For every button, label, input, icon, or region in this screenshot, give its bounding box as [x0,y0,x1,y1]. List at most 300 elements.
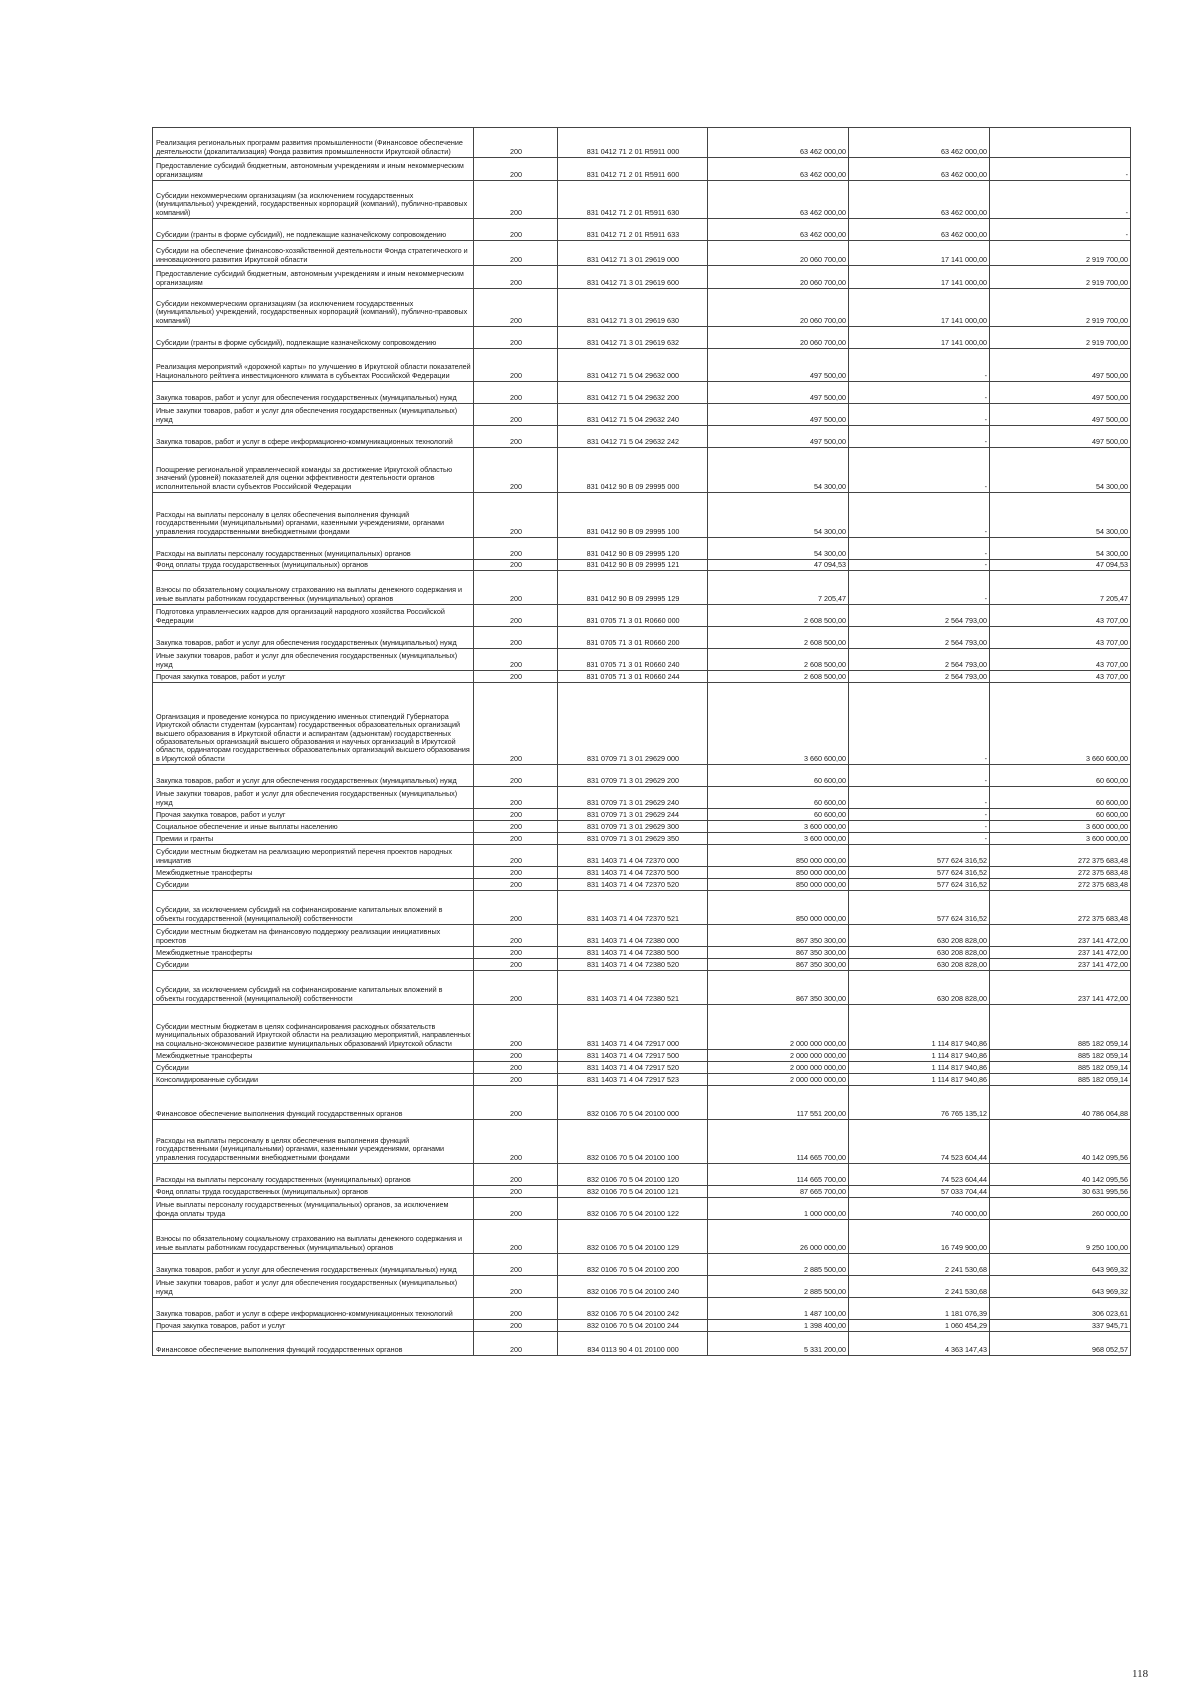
row-executed-amount: 76 765 135,12 [849,1086,990,1120]
row-code: 200 [474,571,558,605]
row-code: 200 [474,1186,558,1198]
row-code: 200 [474,1332,558,1356]
row-name: Субсидии (гранты в форме субсидий), подлежащие казначейскому сопровождению [153,327,474,349]
row-executed-amount: - [849,571,990,605]
row-remaining-amount: 3 600 000,00 [990,821,1131,833]
row-remaining-amount: 43 707,00 [990,627,1131,649]
table-row [153,493,1131,538]
row-plan-amount: 7 205,47 [708,571,849,605]
row-name: Расходы на выплаты персоналу государственных (муниципальных) органов [153,1164,474,1186]
row-plan-amount: 2 000 000 000,00 [708,1050,849,1062]
row-executed-amount: - [849,448,990,493]
row-kbk: 831 0412 71 2 01 R5911 600 [558,158,708,181]
row-kbk: 832 0106 70 5 04 20100 240 [558,1276,708,1298]
row-executed-amount: 2 564 793,00 [849,649,990,671]
row-name: Прочая закупка товаров, работ и услуг [153,809,474,821]
row-plan-amount: 2 885 500,00 [708,1254,849,1276]
row-plan-amount: 2 000 000 000,00 [708,1074,849,1086]
row-plan-amount: 114 665 700,00 [708,1164,849,1186]
table-row [153,1254,1131,1276]
row-remaining-amount: 9 250 100,00 [990,1220,1131,1254]
row-kbk: 831 0412 71 3 01 29619 600 [558,266,708,289]
row-code: 200 [474,671,558,683]
table-row [153,241,1131,266]
row-name: Расходы на выплаты персоналу государственных (муниципальных) органов [153,538,474,560]
row-name: Предоставление субсидий бюджетным, автономным учреждениям и иным некоммерческим организациям [153,266,474,289]
row-kbk: 831 0709 71 3 01 29629 300 [558,821,708,833]
row-plan-amount: 2 608 500,00 [708,671,849,683]
row-name: Поощрение региональной управленческой команды за достижение Иркутской областью значений (уровней) показателей для оценки эффективности деятельности органов исполнительной власти субъектов Российской Федерации [153,448,474,493]
row-kbk: 831 1403 71 4 04 72917 523 [558,1074,708,1086]
row-kbk: 831 0412 90 В 09 29995 129 [558,571,708,605]
row-kbk: 832 0106 70 5 04 20100 000 [558,1086,708,1120]
row-remaining-amount: 497 500,00 [990,404,1131,426]
table-row [153,971,1131,1005]
row-plan-amount: 850 000 000,00 [708,891,849,925]
row-kbk: 831 1403 71 4 04 72370 521 [558,891,708,925]
row-remaining-amount: 43 707,00 [990,649,1131,671]
table-row [153,538,1131,560]
row-kbk: 832 0106 70 5 04 20100 200 [558,1254,708,1276]
row-remaining-amount: 2 919 700,00 [990,327,1131,349]
row-kbk: 832 0106 70 5 04 20100 242 [558,1298,708,1320]
row-remaining-amount: 54 300,00 [990,493,1131,538]
row-name: Финансовое обеспечение выполнения функций государственных органов [153,1086,474,1120]
row-remaining-amount: 497 500,00 [990,426,1131,448]
row-plan-amount: 5 331 200,00 [708,1332,849,1356]
row-code: 200 [474,879,558,891]
row-executed-amount: - [849,765,990,787]
row-kbk: 831 0709 71 3 01 29629 350 [558,833,708,845]
row-code: 200 [474,1086,558,1120]
row-kbk: 831 0412 71 5 04 29632 000 [558,349,708,382]
row-remaining-amount: 60 600,00 [990,765,1131,787]
row-plan-amount: 20 060 700,00 [708,241,849,266]
row-name: Субсидии [153,1062,474,1074]
row-code: 200 [474,266,558,289]
row-kbk: 831 0709 71 3 01 29629 200 [558,765,708,787]
row-executed-amount: 1 181 076,39 [849,1298,990,1320]
row-executed-amount: 1 114 817 940,86 [849,1062,990,1074]
row-remaining-amount: 272 375 683,48 [990,845,1131,867]
row-code: 200 [474,1254,558,1276]
row-kbk: 832 0106 70 5 04 20100 100 [558,1120,708,1164]
table-row [153,1062,1131,1074]
row-kbk: 831 0412 71 5 04 29632 242 [558,426,708,448]
row-name: Прочая закупка товаров, работ и услуг [153,1320,474,1332]
budget-execution-table [152,127,1131,1356]
row-executed-amount: 63 462 000,00 [849,181,990,219]
table-row [153,382,1131,404]
row-remaining-amount: 643 969,32 [990,1254,1131,1276]
table-row [153,1186,1131,1198]
row-code: 200 [474,1005,558,1050]
row-executed-amount: 1 114 817 940,86 [849,1050,990,1062]
row-name: Субсидии [153,959,474,971]
row-kbk: 831 0412 71 5 04 29632 200 [558,382,708,404]
row-executed-amount: - [849,404,990,426]
row-kbk: 831 1403 71 4 04 72917 520 [558,1062,708,1074]
row-plan-amount: 2 608 500,00 [708,627,849,649]
row-kbk: 831 0412 90 В 09 29995 000 [558,448,708,493]
row-code: 200 [474,845,558,867]
row-kbk: 831 0709 71 3 01 29629 244 [558,809,708,821]
row-kbk: 831 0412 71 3 01 29619 630 [558,289,708,327]
row-executed-amount: 2 241 530,68 [849,1276,990,1298]
table-row [153,1320,1131,1332]
row-name: Реализация мероприятий «дорожной карты» по улучшению в Иркутской области показателей Национального рейтинга инвестиционного климата в субъектах Российской Федерации [153,349,474,382]
row-remaining-amount: 54 300,00 [990,448,1131,493]
table-row [153,959,1131,971]
row-executed-amount: 630 208 828,00 [849,959,990,971]
row-plan-amount: 63 462 000,00 [708,219,849,241]
row-remaining-amount: 2 919 700,00 [990,289,1131,327]
row-name: Субсидии (гранты в форме субсидий), не подлежащие казначейскому сопровождению [153,219,474,241]
row-code: 200 [474,241,558,266]
row-remaining-amount: 60 600,00 [990,787,1131,809]
row-plan-amount: 1 000 000,00 [708,1198,849,1220]
row-remaining-amount: - [990,158,1131,181]
row-remaining-amount: 43 707,00 [990,671,1131,683]
row-code: 200 [474,787,558,809]
row-kbk: 831 0705 71 3 01 R0660 000 [558,605,708,627]
table-row [153,649,1131,671]
row-executed-amount: 74 523 604,44 [849,1120,990,1164]
row-kbk: 831 1403 71 4 04 72370 500 [558,867,708,879]
row-remaining-amount: 2 919 700,00 [990,266,1131,289]
table-row [153,1298,1131,1320]
row-plan-amount: 2 000 000 000,00 [708,1062,849,1074]
row-name: Прочая закупка товаров, работ и услуг [153,671,474,683]
row-remaining-amount: - [990,181,1131,219]
row-plan-amount: 1 487 100,00 [708,1298,849,1320]
row-kbk: 831 0412 90 В 09 29995 121 [558,560,708,571]
row-plan-amount: 2 000 000 000,00 [708,1005,849,1050]
row-plan-amount: 867 350 300,00 [708,959,849,971]
row-kbk: 831 0412 71 5 04 29632 240 [558,404,708,426]
table-row [153,448,1131,493]
page-number: 118 [1132,1668,1149,1680]
row-remaining-amount: 337 945,71 [990,1320,1131,1332]
row-executed-amount: 577 624 316,52 [849,845,990,867]
row-code: 200 [474,765,558,787]
row-plan-amount: 867 350 300,00 [708,925,849,947]
row-name: Финансовое обеспечение выполнения функций государственных органов [153,1332,474,1356]
row-code: 200 [474,971,558,1005]
row-code: 200 [474,1276,558,1298]
row-kbk: 831 1403 71 4 04 72380 500 [558,947,708,959]
table-row [153,821,1131,833]
row-name: Субсидии местным бюджетам на реализацию мероприятий перечня проектов народных инициатив [153,845,474,867]
row-name: Консолидированные субсидии [153,1074,474,1086]
row-plan-amount: 2 608 500,00 [708,649,849,671]
row-remaining-amount: 2 919 700,00 [990,241,1131,266]
row-executed-amount: 630 208 828,00 [849,971,990,1005]
row-executed-amount: 740 000,00 [849,1198,990,1220]
row-remaining-amount: 54 300,00 [990,538,1131,560]
table-row [153,426,1131,448]
row-executed-amount: 1 114 817 940,86 [849,1005,990,1050]
table-row [153,627,1131,649]
row-code: 200 [474,649,558,671]
row-remaining-amount: 885 182 059,14 [990,1062,1131,1074]
table-row [153,158,1131,181]
row-executed-amount: 2 241 530,68 [849,1254,990,1276]
table-row [153,947,1131,959]
row-plan-amount: 867 350 300,00 [708,947,849,959]
row-name: Субсидии некоммерческим организациям (за исключением государственных (муниципальных) учреждений, государственных корпораций (компаний), публично-правовых компаний) [153,289,474,327]
row-name: Подготовка управленческих кадров для организаций народного хозяйства Российской Федерации [153,605,474,627]
row-code: 200 [474,833,558,845]
row-kbk: 831 0412 71 2 01 R5911 633 [558,219,708,241]
row-code: 200 [474,821,558,833]
row-executed-amount: 17 141 000,00 [849,241,990,266]
row-remaining-amount: 3 660 600,00 [990,683,1131,765]
table-row [153,809,1131,821]
row-code: 200 [474,809,558,821]
row-name: Расходы на выплаты персоналу в целях обеспечения выполнения функций государственными (муниципальными) органами, казенными учреждениями, органами управления государственными внебюджетными фондами [153,1120,474,1164]
row-executed-amount: 4 363 147,43 [849,1332,990,1356]
row-name: Иные закупки товаров, работ и услуг для обеспечения государственных (муниципальных) нужд [153,1276,474,1298]
row-plan-amount: 114 665 700,00 [708,1120,849,1164]
table-row [153,571,1131,605]
row-executed-amount: 630 208 828,00 [849,947,990,959]
table-row [153,605,1131,627]
table-row [153,560,1131,571]
row-executed-amount: 577 624 316,52 [849,891,990,925]
table-row [153,683,1131,765]
table-row [153,845,1131,867]
row-code: 200 [474,683,558,765]
row-name: Закупка товаров, работ и услуг для обеспечения государственных (муниципальных) нужд [153,1254,474,1276]
table-row [153,1198,1131,1220]
row-code: 200 [474,382,558,404]
row-kbk: 831 0709 71 3 01 29629 240 [558,787,708,809]
row-name: Иные закупки товаров, работ и услуг для обеспечения государственных (муниципальных) нужд [153,649,474,671]
table-row [153,327,1131,349]
row-name: Социальное обеспечение и иные выплаты населению [153,821,474,833]
row-plan-amount: 47 094,53 [708,560,849,571]
row-plan-amount: 2 885 500,00 [708,1276,849,1298]
row-remaining-amount: 260 000,00 [990,1198,1131,1220]
table-row [153,1276,1131,1298]
table-row [153,671,1131,683]
row-executed-amount: - [849,683,990,765]
row-name: Закупка товаров, работ и услуг в сфере информационно-коммуникационных технологий [153,426,474,448]
table-row [153,181,1131,219]
row-executed-amount: 17 141 000,00 [849,289,990,327]
row-code: 200 [474,493,558,538]
row-kbk: 831 0412 71 3 01 29619 000 [558,241,708,266]
row-plan-amount: 1 398 400,00 [708,1320,849,1332]
row-remaining-amount: 497 500,00 [990,382,1131,404]
row-name: Субсидии, за исключением субсидий на софинансирование капитальных вложений в объекты государственной (муниципальной) собственности [153,971,474,1005]
row-remaining-amount: 272 375 683,48 [990,879,1131,891]
row-kbk: 831 0412 71 3 01 29619 632 [558,327,708,349]
row-executed-amount: - [849,560,990,571]
row-kbk: 832 0106 70 5 04 20100 129 [558,1220,708,1254]
row-plan-amount: 3 600 000,00 [708,821,849,833]
table-row [153,128,1131,158]
row-name: Реализация региональных программ развития промышленности (Финансовое обеспечение деятельности (докапитализация) Фонда развития промышленности Иркутской области) [153,128,474,158]
row-executed-amount: 2 564 793,00 [849,627,990,649]
row-kbk: 832 0106 70 5 04 20100 244 [558,1320,708,1332]
row-name: Межбюджетные трансферты [153,867,474,879]
row-code: 200 [474,1298,558,1320]
row-remaining-amount: 643 969,32 [990,1276,1131,1298]
row-name: Субсидии, за исключением субсидий на софинансирование капитальных вложений в объекты государственной (муниципальной) собственности [153,891,474,925]
row-code: 200 [474,627,558,649]
table-body [153,128,1131,1356]
row-executed-amount: 1 060 454,29 [849,1320,990,1332]
row-plan-amount: 2 608 500,00 [708,605,849,627]
row-executed-amount: 577 624 316,52 [849,867,990,879]
row-name: Иные закупки товаров, работ и услуг для обеспечения государственных (муниципальных) нужд [153,404,474,426]
row-executed-amount: 63 462 000,00 [849,128,990,158]
row-remaining-amount: 3 600 000,00 [990,833,1131,845]
row-code: 200 [474,891,558,925]
row-name: Межбюджетные трансферты [153,1050,474,1062]
row-executed-amount: 16 749 900,00 [849,1220,990,1254]
row-remaining-amount: 272 375 683,48 [990,867,1131,879]
table-row [153,1086,1131,1120]
row-executed-amount: - [849,382,990,404]
row-kbk: 831 0412 90 В 09 29995 100 [558,493,708,538]
row-executed-amount: 630 208 828,00 [849,925,990,947]
row-remaining-amount: 237 141 472,00 [990,947,1131,959]
row-kbk: 831 0705 71 3 01 R0660 200 [558,627,708,649]
row-remaining-amount: 237 141 472,00 [990,925,1131,947]
row-remaining-amount: 968 052,57 [990,1332,1131,1356]
row-executed-amount: - [849,821,990,833]
row-kbk: 832 0106 70 5 04 20100 121 [558,1186,708,1198]
row-executed-amount: 63 462 000,00 [849,219,990,241]
row-plan-amount: 497 500,00 [708,349,849,382]
row-remaining-amount: 237 141 472,00 [990,959,1131,971]
row-remaining-amount: 43 707,00 [990,605,1131,627]
row-plan-amount: 60 600,00 [708,787,849,809]
row-kbk: 831 1403 71 4 04 72370 000 [558,845,708,867]
row-name: Субсидии местным бюджетам на финансовую поддержку реализации инициативных проектов [153,925,474,947]
row-code: 200 [474,1120,558,1164]
row-kbk: 831 1403 71 4 04 72380 000 [558,925,708,947]
row-name: Субсидии некоммерческим организациям (за исключением государственных (муниципальных) учреждений, государственных корпораций (компаний), публично-правовых компаний) [153,181,474,219]
row-plan-amount: 497 500,00 [708,404,849,426]
table-row [153,1332,1131,1356]
row-code: 200 [474,158,558,181]
row-plan-amount: 850 000 000,00 [708,879,849,891]
row-remaining-amount [990,128,1131,158]
row-code: 200 [474,959,558,971]
table-row [153,891,1131,925]
row-name: Закупка товаров, работ и услуг для обеспечения государственных (муниципальных) нужд [153,382,474,404]
row-plan-amount: 117 551 200,00 [708,1086,849,1120]
row-name: Фонд оплаты труда государственных (муниципальных) органов [153,1186,474,1198]
table-row [153,879,1131,891]
row-name: Межбюджетные трансферты [153,947,474,959]
row-kbk: 832 0106 70 5 04 20100 120 [558,1164,708,1186]
table-row [153,266,1131,289]
row-code: 200 [474,925,558,947]
row-code: 200 [474,219,558,241]
row-name: Субсидии [153,879,474,891]
row-remaining-amount: - [990,219,1131,241]
row-remaining-amount: 272 375 683,48 [990,891,1131,925]
table-row [153,404,1131,426]
row-plan-amount: 54 300,00 [708,493,849,538]
row-code: 200 [474,327,558,349]
row-executed-amount: - [849,349,990,382]
row-kbk: 834 0113 90 4 01 20100 000 [558,1332,708,1356]
row-plan-amount: 54 300,00 [708,538,849,560]
table-row [153,1050,1131,1062]
row-plan-amount: 20 060 700,00 [708,327,849,349]
row-executed-amount: - [849,538,990,560]
row-plan-amount: 867 350 300,00 [708,971,849,1005]
row-code: 200 [474,1074,558,1086]
row-plan-amount: 54 300,00 [708,448,849,493]
row-executed-amount: - [849,833,990,845]
row-name: Организация и проведение конкурса по присуждению именных стипендий Губернатора Иркутской области студентам (курсантам) государственных образовательных организаций высшего образования в Иркутской области и аспирантам (адъюнктам) государственных образовательных организаций высшего образования и научных организаций в Иркутской области, ординаторам государственных образовательных организаций высшего образования в Иркутской области [153,683,474,765]
row-plan-amount: 60 600,00 [708,809,849,821]
row-kbk: 831 1403 71 4 04 72917 000 [558,1005,708,1050]
row-code: 200 [474,867,558,879]
row-name: Фонд оплаты труда государственных (муниципальных) органов [153,560,474,571]
table-row [153,1074,1131,1086]
row-plan-amount: 3 660 600,00 [708,683,849,765]
row-executed-amount: 63 462 000,00 [849,158,990,181]
row-name: Взносы по обязательному социальному страхованию на выплаты денежного содержания и иные выплаты работникам государственных (муниципальных) органов [153,571,474,605]
row-remaining-amount: 47 094,53 [990,560,1131,571]
row-plan-amount: 63 462 000,00 [708,158,849,181]
row-kbk: 831 0412 71 2 01 R5911 630 [558,181,708,219]
row-name: Расходы на выплаты персоналу в целях обеспечения выполнения функций государственными (муниципальными) органами, казенными учреждениями, органами управления государственными внебюджетными фондами [153,493,474,538]
row-kbk: 831 0705 71 3 01 R0660 244 [558,671,708,683]
row-name: Субсидии на обеспечение финансово-хозяйственной деятельности Фонда стратегического и инновационного развития Иркутской области [153,241,474,266]
row-executed-amount: 57 033 704,44 [849,1186,990,1198]
row-code: 200 [474,1164,558,1186]
row-code: 200 [474,289,558,327]
row-plan-amount: 850 000 000,00 [708,845,849,867]
row-executed-amount: 2 564 793,00 [849,671,990,683]
row-plan-amount: 497 500,00 [708,426,849,448]
row-code: 200 [474,947,558,959]
row-kbk: 831 0412 71 2 01 R5911 000 [558,128,708,158]
row-plan-amount: 26 000 000,00 [708,1220,849,1254]
row-name: Иные выплаты персоналу государственных (муниципальных) органов, за исключением фонда оплаты труда [153,1198,474,1220]
row-remaining-amount: 40 786 064,88 [990,1086,1131,1120]
row-name: Закупка товаров, работ и услуг для обеспечения государственных (муниципальных) нужд [153,627,474,649]
row-remaining-amount: 7 205,47 [990,571,1131,605]
table-row [153,349,1131,382]
row-name: Закупка товаров, работ и услуг для обеспечения государственных (муниципальных) нужд [153,765,474,787]
row-plan-amount: 63 462 000,00 [708,128,849,158]
row-kbk: 831 1403 71 4 04 72370 520 [558,879,708,891]
row-executed-amount: - [849,426,990,448]
row-code: 200 [474,448,558,493]
row-kbk: 831 1403 71 4 04 72380 520 [558,959,708,971]
row-remaining-amount: 306 023,61 [990,1298,1131,1320]
table-row [153,1005,1131,1050]
row-remaining-amount: 30 631 995,56 [990,1186,1131,1198]
row-code: 200 [474,1320,558,1332]
row-name: Закупка товаров, работ и услуг в сфере информационно-коммуникационных технологий [153,1298,474,1320]
row-kbk: 831 1403 71 4 04 72917 500 [558,1050,708,1062]
row-executed-amount: - [849,787,990,809]
row-plan-amount: 87 665 700,00 [708,1186,849,1198]
row-code: 200 [474,128,558,158]
table-row [153,787,1131,809]
